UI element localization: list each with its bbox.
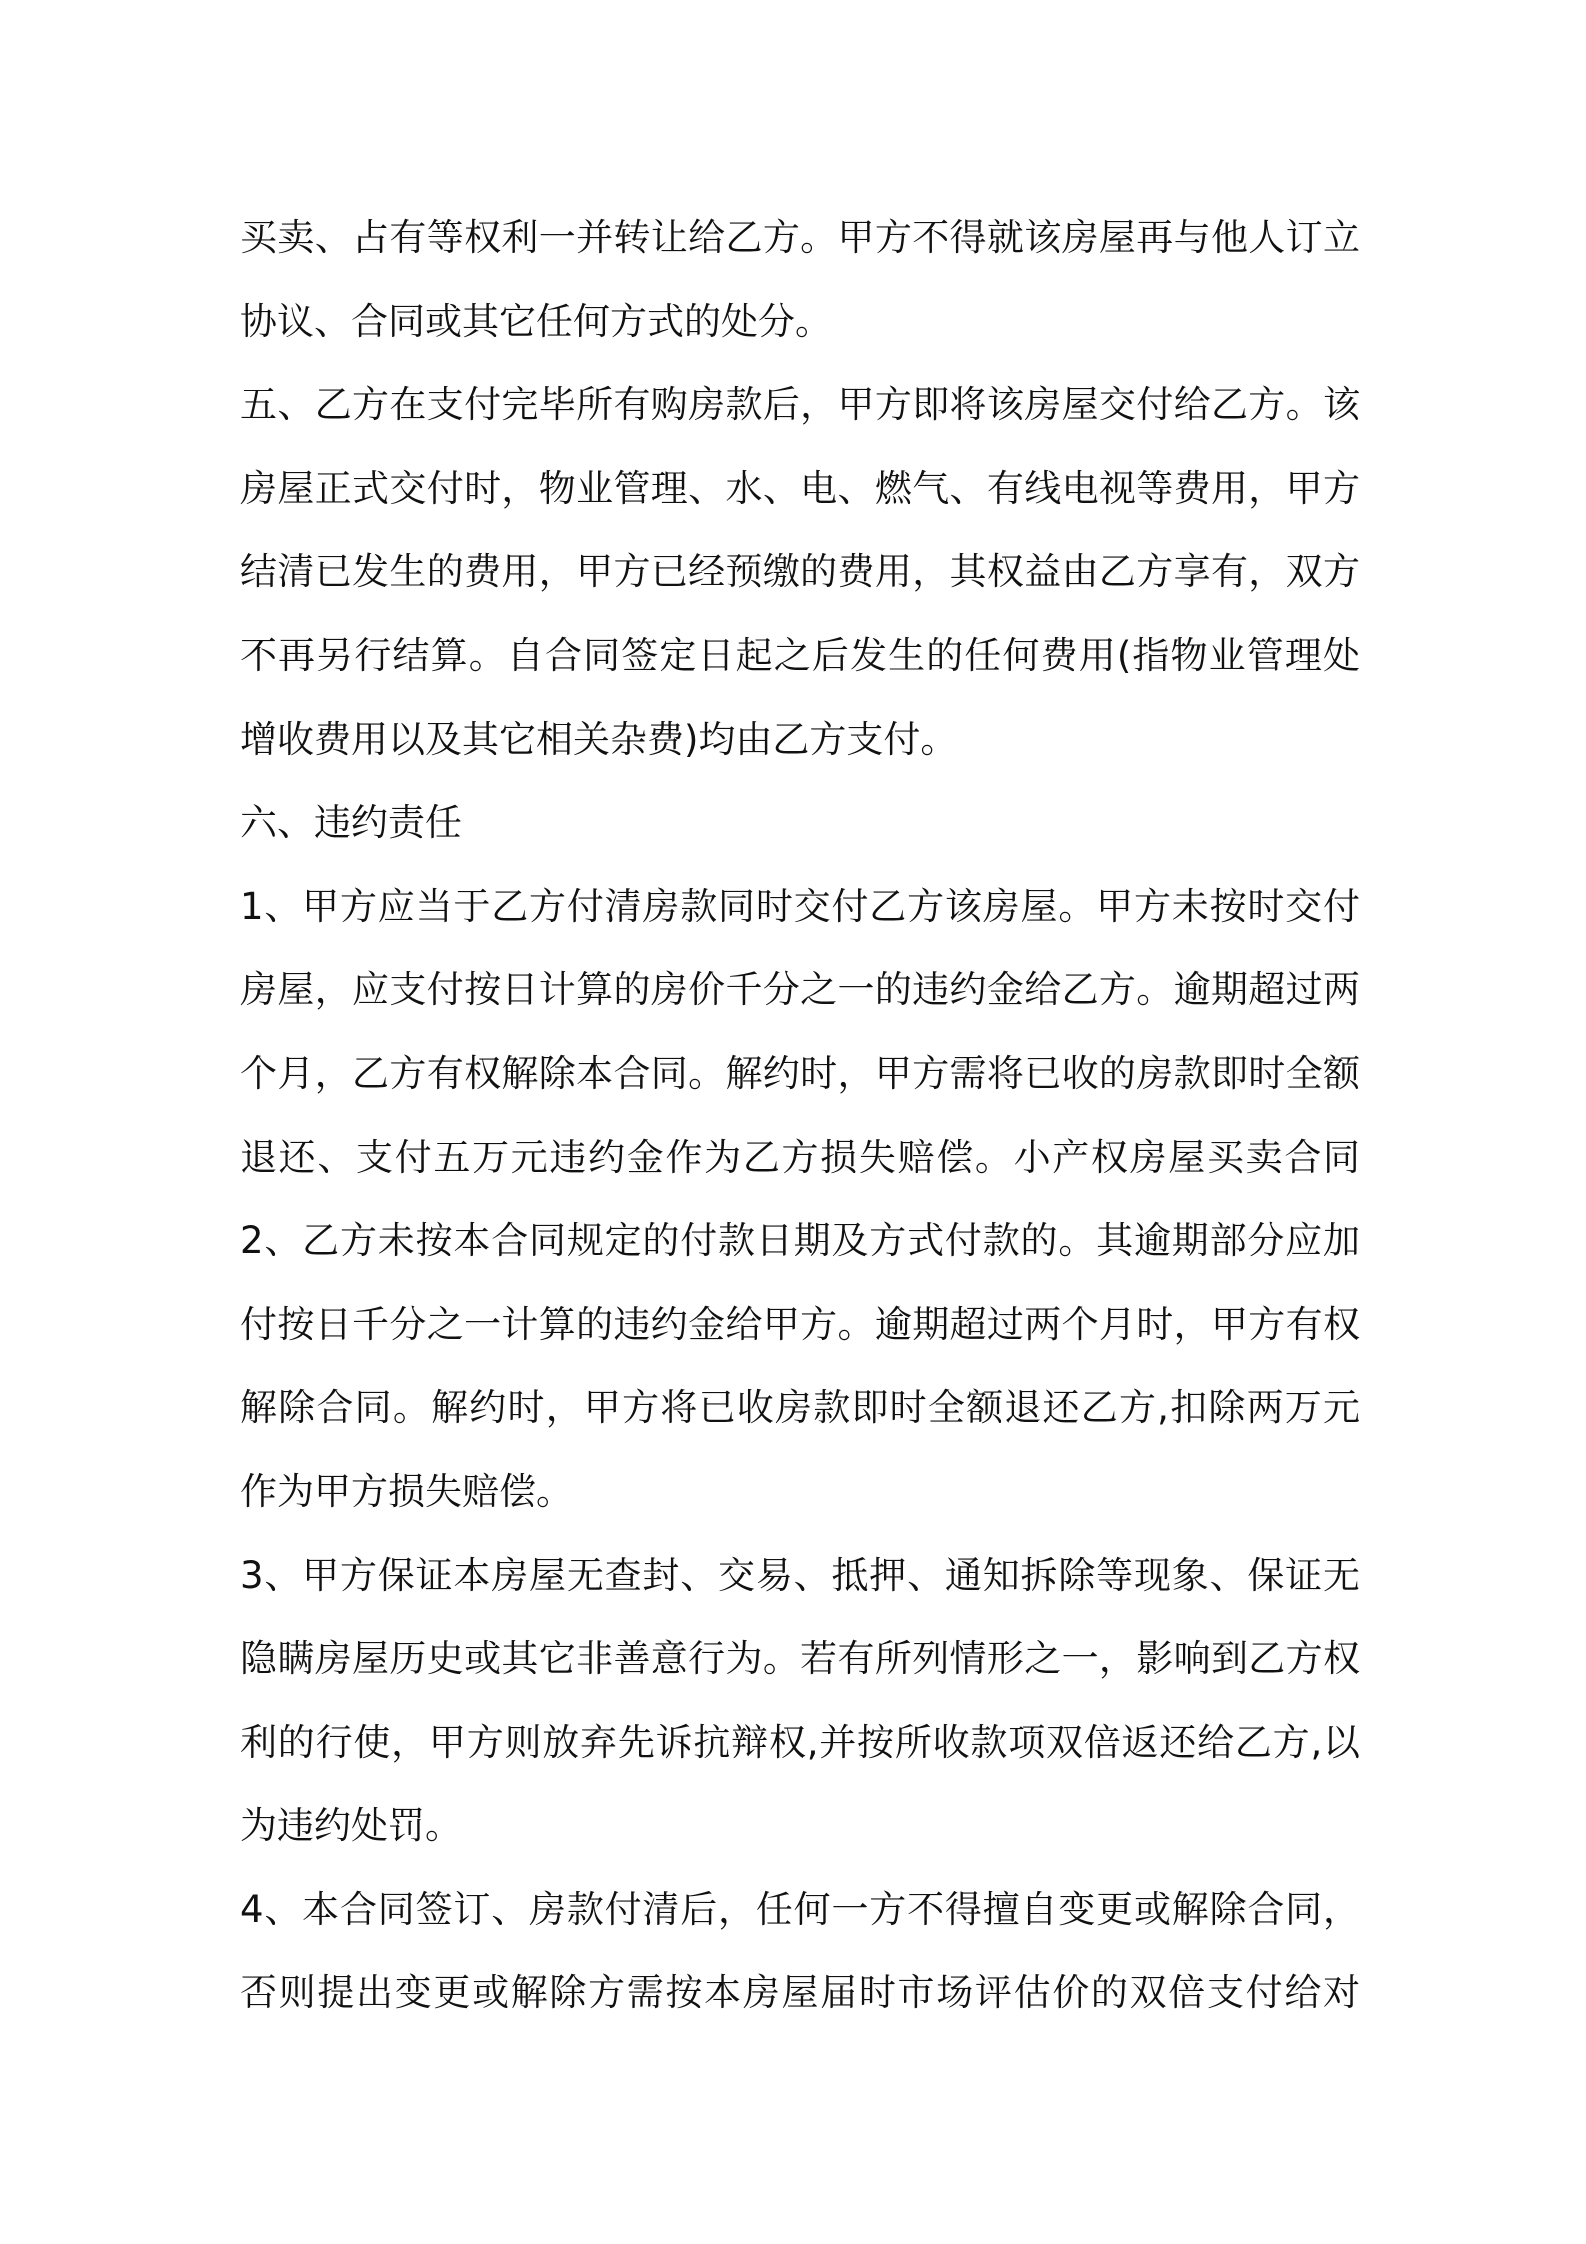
text-line: 房屋，应支付按日计算的房价千分之一的违约金给乙方。逾期超过两 [240, 968, 1360, 1012]
text-line: 3、甲方保证本房屋无查封、交易、抵押、通知拆除等现象、保证无 [240, 1553, 1360, 1597]
text-line: 五、乙方在支付完毕所有购房款后，甲方即将该房屋交付给乙方。该 [240, 383, 1360, 427]
text-line: 不再另行结算。自合同签定日起之后发生的任何费用(指物业管理处 [240, 633, 1360, 677]
contract-text [240, 196, 1360, 2035]
text-line: 退还、支付五万元违约金作为乙方损失赔偿。小产权房屋买卖合同 [240, 1135, 1360, 1179]
text-line: 增收费用以及其它相关杂费)均由乙方支付。 [240, 717, 958, 761]
text-line: 个月，乙方有权解除本合同。解约时，甲方需将已收的房款即时全额 [240, 1051, 1360, 1095]
text-line: 买卖、占有等权利一并转让给乙方。甲方不得就该房屋再与他人订立 [240, 216, 1360, 259]
text-line: 六、违约责任 [240, 801, 462, 845]
text-line: 解除合同。解约时，甲方将已收房款即时全额退还乙方,扣除两万元 [240, 1386, 1360, 1430]
text-line: 利的行使，甲方则放弃先诉抗辩权,并按所收款项双倍返还给乙方,以 [240, 1720, 1360, 1764]
text-line: 4、本合同签订、房款付清后，任何一方不得擅自变更或解除合同， [240, 1887, 1360, 1931]
text-line: 1、甲方应当于乙方付清房款同时交付乙方该房屋。甲方未按时交付 [240, 884, 1360, 928]
text-line: 协议、合同或其它任何方式的处分。 [240, 299, 832, 343]
text-line: 否则提出变更或解除方需按本房屋届时市场评估价的双倍支付给对 [240, 1971, 1360, 2015]
text-line: 结清已发生的费用，甲方已经预缴的费用，其权益由乙方享有，双方 [240, 550, 1360, 594]
text-line: 作为甲方损失赔偿。 [240, 1469, 573, 1513]
text-line: 隐瞒房屋历史或其它非善意行为。若有所列情形之一，影响到乙方权 [240, 1637, 1360, 1681]
text-line: 为违约处罚。 [240, 1804, 462, 1848]
text-line: 2、乙方未按本合同规定的付款日期及方式付款的。其逾期部分应加 [240, 1219, 1360, 1263]
text-line: 房屋正式交付时，物业管理、水、电、燃气、有线电视等费用，甲方 [240, 466, 1360, 510]
text-line: 付按日千分之一计算的违约金给甲方。逾期超过两个月时，甲方有权 [240, 1302, 1360, 1346]
